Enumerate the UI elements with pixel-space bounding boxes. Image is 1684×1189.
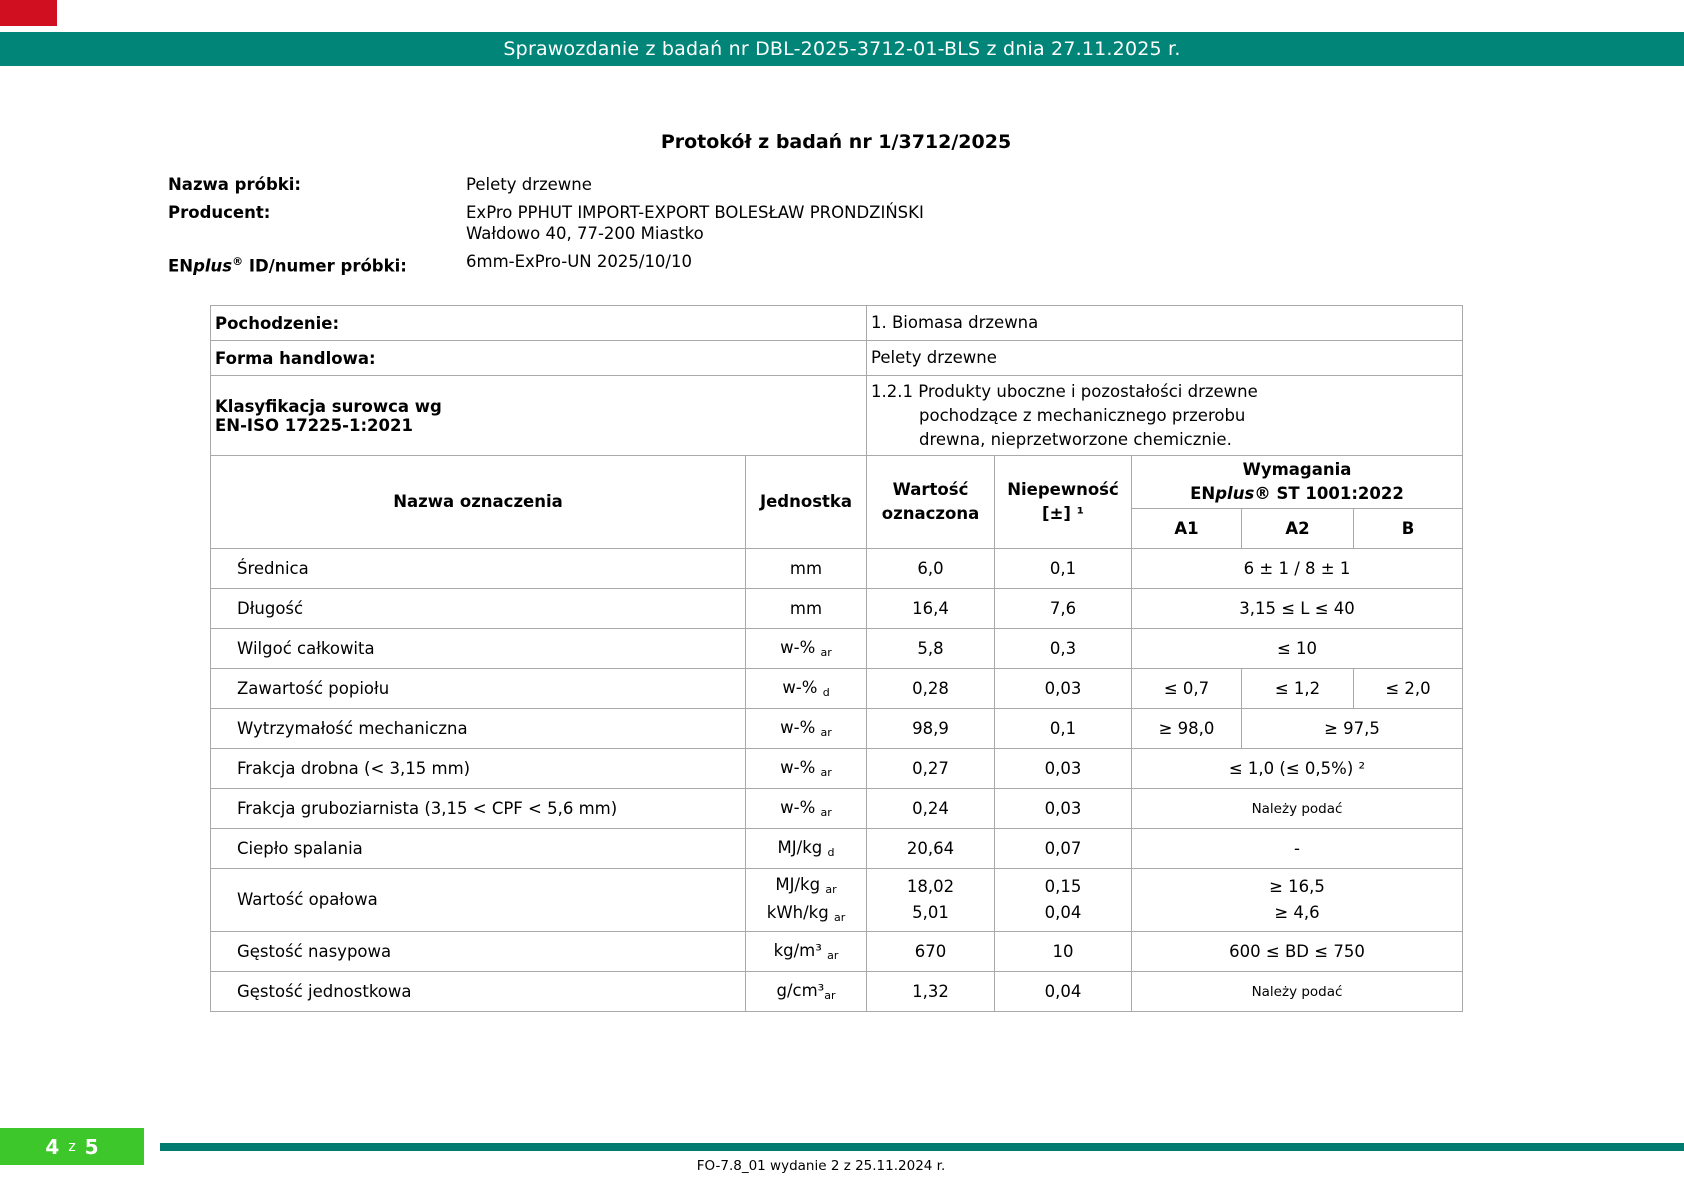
uncertainty-value: 0,03 — [995, 789, 1132, 829]
column-header-unit: Jednostka — [746, 456, 867, 549]
requirements-header-line2 — [1136, 482, 1458, 506]
requirements-en: EN — [1190, 484, 1216, 503]
footer-rule — [160, 1143, 1684, 1151]
uncertainty-value: 0,04 — [995, 972, 1132, 1012]
results-table — [210, 305, 1463, 1012]
column-header-requirements — [1132, 456, 1463, 509]
producer-label: Producent: — [168, 203, 271, 222]
requirement-value: ≤ 0,7 — [1132, 669, 1242, 709]
parameter-unit: g/cm³ar — [746, 972, 867, 1012]
parameter-unit: w-% ar — [746, 709, 867, 749]
table-header-row — [211, 456, 1463, 509]
parameter-name: Wytrzymałość mechaniczna — [211, 709, 746, 749]
uncertainty-value: 0,1 — [995, 549, 1132, 589]
footer-form-note: FO-7.8_01 wydanie 2 z 25.11.2024 r. — [696, 1158, 946, 1174]
uncertainty-value: 0,15 0,04 — [995, 869, 1132, 932]
table-row — [211, 629, 1463, 669]
requirements-rest: ® ST 1001:2022 — [1254, 484, 1404, 503]
table-row-forma-handlowa — [211, 341, 1463, 376]
uncertainty-value: 7,6 — [995, 589, 1132, 629]
requirement-value: ≤ 10 — [1132, 629, 1463, 669]
meta-row-producer — [168, 202, 924, 244]
column-header-uncertainty — [995, 456, 1132, 549]
report-header-title: Sprawozdanie z badań nr DBL-2025-3712-01-BLS z dnia 27.11.2025 r. — [503, 38, 1181, 60]
report-header-bar — [0, 32, 1684, 66]
measured-value: 5,8 — [867, 629, 995, 669]
requirement-value: Należy podać — [1132, 789, 1463, 829]
parameter-name: Frakcja gruboziarnista (3,15 < CPF < 5,6 mm) — [211, 789, 746, 829]
pochodzenie-value: 1. Biomasa drzewna — [867, 306, 1463, 341]
table-row — [211, 749, 1463, 789]
parameter-name: Gęstość nasypowa — [211, 932, 746, 972]
producer-name: ExPro PPHUT IMPORT-EXPORT BOLESŁAW PRONDZIŃSKI — [466, 203, 924, 222]
column-header-uncertainty-line1: Niepewność — [1007, 480, 1119, 499]
measured-value: 18,02 5,01 — [867, 869, 995, 932]
uncertainty-value: 0,07 — [995, 829, 1132, 869]
column-header-a2: A2 — [1242, 509, 1354, 549]
parameter-name: Wilgoć całkowita — [211, 629, 746, 669]
column-header-name: Nazwa oznaczenia — [211, 456, 746, 549]
parameter-name: Wartość opałowa — [211, 869, 746, 932]
klasyfikacja-value-line2: pochodzące z mechanicznego przerobu — [919, 405, 1246, 425]
measured-value: 98,9 — [867, 709, 995, 749]
meta-row-sample-name — [168, 174, 924, 195]
parameter-unit: w-% ar — [746, 629, 867, 669]
enplus-reg: ® — [232, 255, 244, 268]
parameter-name: Zawartość popiołu — [211, 669, 746, 709]
requirement-value: 600 ≤ BD ≤ 750 — [1132, 932, 1463, 972]
column-header-value — [867, 456, 995, 549]
column-header-a1: A1 — [1132, 509, 1242, 549]
page-separator: z — [68, 1138, 76, 1155]
producer-address: Wałdowo 40, 77-200 Miastko — [466, 224, 704, 243]
measured-value: 0,28 — [867, 669, 995, 709]
klasyfikacja-label-line2: EN-ISO 17225-1:2021 — [215, 415, 413, 435]
uncertainty-value: 0,1 — [995, 709, 1132, 749]
forma-handlowa-label: Forma handlowa: — [211, 341, 867, 376]
parameter-name: Długość — [211, 589, 746, 629]
parameter-name: Ciepło spalania — [211, 829, 746, 869]
requirement-value: Należy podać — [1132, 972, 1463, 1012]
requirement-value: - — [1132, 829, 1463, 869]
parameter-unit: mm — [746, 589, 867, 629]
table-row — [211, 829, 1463, 869]
table-row — [211, 589, 1463, 629]
red-corner-mark — [0, 0, 57, 26]
enplus-id-label — [168, 251, 466, 277]
parameter-name: Gęstość jednostkowa — [211, 972, 746, 1012]
uncertainty-value: 0,03 — [995, 669, 1132, 709]
measured-value: 1,32 — [867, 972, 995, 1012]
parameter-unit: MJ/kg d — [746, 829, 867, 869]
uncertainty-value: 10 — [995, 932, 1132, 972]
table-row — [211, 972, 1463, 1012]
measured-value: 670 — [867, 932, 995, 972]
table-row-pochodzenie — [211, 306, 1463, 341]
measured-value: 20,64 — [867, 829, 995, 869]
table-row — [211, 932, 1463, 972]
measured-value: 0,24 — [867, 789, 995, 829]
sample-meta-block — [168, 174, 924, 284]
requirement-value: ≤ 1,0 (≤ 0,5%) ² — [1132, 749, 1463, 789]
klasyfikacja-label-line1: Klasyfikacja surowca wg — [215, 396, 442, 416]
table-row — [211, 549, 1463, 589]
requirement-value: 3,15 ≤ L ≤ 40 — [1132, 589, 1463, 629]
parameter-unit: w-% ar — [746, 749, 867, 789]
enplus-plus: plus — [193, 256, 233, 276]
klasyfikacja-label — [211, 376, 867, 456]
enplus-id-value: 6mm-ExPro-UN 2025/10/10 — [466, 252, 692, 271]
parameter-unit: w-% ar — [746, 789, 867, 829]
sample-name-value: Pelety drzewne — [466, 175, 592, 194]
parameter-unit: w-% d — [746, 669, 867, 709]
column-header-b: B — [1354, 509, 1463, 549]
requirement-value: 6 ± 1 / 8 ± 1 — [1132, 549, 1463, 589]
sample-name-label: Nazwa próbki: — [168, 175, 301, 194]
info-section — [211, 306, 1463, 549]
table-row-klasyfikacja — [211, 376, 1463, 456]
requirements-plus: plus — [1215, 484, 1255, 503]
table-row — [211, 669, 1463, 709]
producer-value — [466, 202, 924, 244]
klasyfikacja-value-line3: drewna, nieprzetworzone chemicznie. — [919, 429, 1232, 449]
results-rows — [211, 549, 1463, 1012]
enplus-rest: ID/numer próbki: — [243, 256, 407, 276]
requirement-value: ≤ 2,0 — [1354, 669, 1463, 709]
table-row — [211, 789, 1463, 829]
parameter-unit: kg/m³ ar — [746, 932, 867, 972]
parameter-unit: MJ/kg ar kWh/kg ar — [746, 869, 867, 932]
column-header-value-line2: oznaczona — [881, 504, 980, 523]
meta-row-enplus-id — [168, 251, 924, 277]
column-header-value-line1: Wartość — [892, 480, 969, 499]
protocol-title: Protokół z badań nr 1/3712/2025 — [660, 131, 1012, 153]
klasyfikacja-value-line1: 1.2.1 Produkty uboczne i pozostałości drzewne — [871, 381, 1258, 401]
uncertainty-value: 0,3 — [995, 629, 1132, 669]
uncertainty-value: 0,03 — [995, 749, 1132, 789]
enplus-en: EN — [168, 256, 194, 276]
pochodzenie-label: Pochodzenie: — [211, 306, 867, 341]
requirement-value: ≥ 98,0 — [1132, 709, 1242, 749]
requirement-value: ≥ 16,5 ≥ 4,6 — [1132, 869, 1463, 932]
column-header-uncertainty-line2: [±] ¹ — [1042, 504, 1084, 523]
measured-value: 0,27 — [867, 749, 995, 789]
forma-handlowa-value: Pelety drzewne — [867, 341, 1463, 376]
parameter-name: Frakcja drobna (< 3,15 mm) — [211, 749, 746, 789]
measured-value: 16,4 — [867, 589, 995, 629]
measured-value: 6,0 — [867, 549, 995, 589]
requirement-value: ≥ 97,5 — [1242, 709, 1463, 749]
requirements-header-line1: Wymagania — [1242, 460, 1352, 479]
requirement-value: ≤ 1,2 — [1242, 669, 1354, 709]
klasyfikacja-value — [867, 376, 1463, 456]
parameter-name: Średnica — [211, 549, 746, 589]
parameter-unit: mm — [746, 549, 867, 589]
page-current: 4 — [45, 1134, 60, 1159]
table-row — [211, 869, 1463, 932]
table-row — [211, 709, 1463, 749]
page-total: 5 — [84, 1134, 99, 1159]
